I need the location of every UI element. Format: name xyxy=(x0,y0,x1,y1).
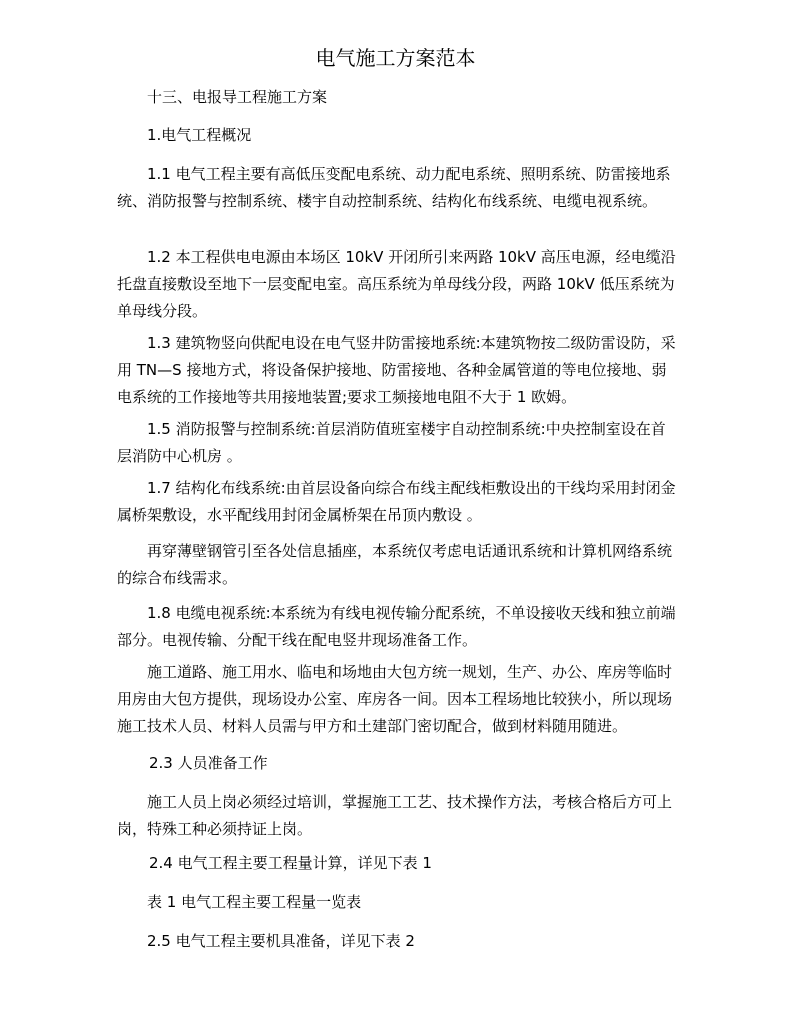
paragraph: 施工道路、施工用水、临电和场地由大包方统一规划，生产、办公、库房等临时用房由大包方提供，现场设办公室、库房各一间。因本工程场地比较狭小，所以现场施工技术人员、材料人员需与甲方和土建部门密切配合，做到材料随用随进。 xyxy=(117,663,673,735)
paragraph: 再穿薄壁钢管引至各处信息插座，本系统仅考虑电话通讯系统和计算机网络系统的综合布线需求。 xyxy=(117,542,673,587)
paragraph: 1.7 结构化布线系统:由首层设备向综合布线主配线柜敷设出的干线均采用封闭金属桥架敷设，水平配线用封闭金属桥架在吊顶内敷设 。 xyxy=(117,479,676,524)
paragraph: 1.8 电缆电视系统:本系统为有线电视传输分配系统，不单设接收天线和独立前端部分。电视传输、分配干线在配电竖井现场准备工作。 xyxy=(117,604,676,649)
paragraph: 施工人员上岗必须经过培训，掌握施工工艺、技术操作方法，考核合格后方可上岗，特殊工种必须持证上岗。 xyxy=(117,793,673,838)
paragraph: 1.2 本工程供电电源由本场区 10kV 开闭所引来两路 10kV 高压电源，经电缆沿托盘直接敷设至地下一层变配电室。高压系统为单母线分段，两路 10kV 低压系统为单母线分段。 xyxy=(117,248,676,320)
subsection-heading: 2.5 电气工程主要机具准备，详见下表 2 xyxy=(147,932,415,950)
paragraph: 1.3 建筑物竖向供配电设在电气竖井防雷接地系统:本建筑物按二级防雷设防，采用 TN—S 接地方式，将设备保护接地、防雷接地、各种金属管道的等电位接地、弱电系统的工作接地等共用接地装置;要求工频接地电阻不大于 1 欧姆。 xyxy=(117,334,676,406)
subsection-heading: 2.4 电气工程主要工程量计算，详见下表 1 xyxy=(149,854,432,872)
subsection-heading: 2.3 人员准备工作 xyxy=(149,754,268,772)
subsection-heading: 1.电气工程概况 xyxy=(147,126,252,144)
document-title: 电气施工方案范本 xyxy=(315,46,476,70)
paragraph: 1.5 消防报警与控制系统:首层消防值班室楼宇自动控制系统:中央控制室设在首层消防中心机房 。 xyxy=(117,420,666,465)
paragraph: 1.1 电气工程主要有高低压变配电系统、动力配电系统、照明系统、防雷接地系统、消防报警与控制系统、楼宇自动控制系统、结构化布线系统、电缆电视系统。 xyxy=(117,165,671,210)
section-heading: 十三、电报导工程施工方案 xyxy=(147,88,328,106)
table-caption: 表 1 电气工程主要工程量一览表 xyxy=(147,893,362,911)
